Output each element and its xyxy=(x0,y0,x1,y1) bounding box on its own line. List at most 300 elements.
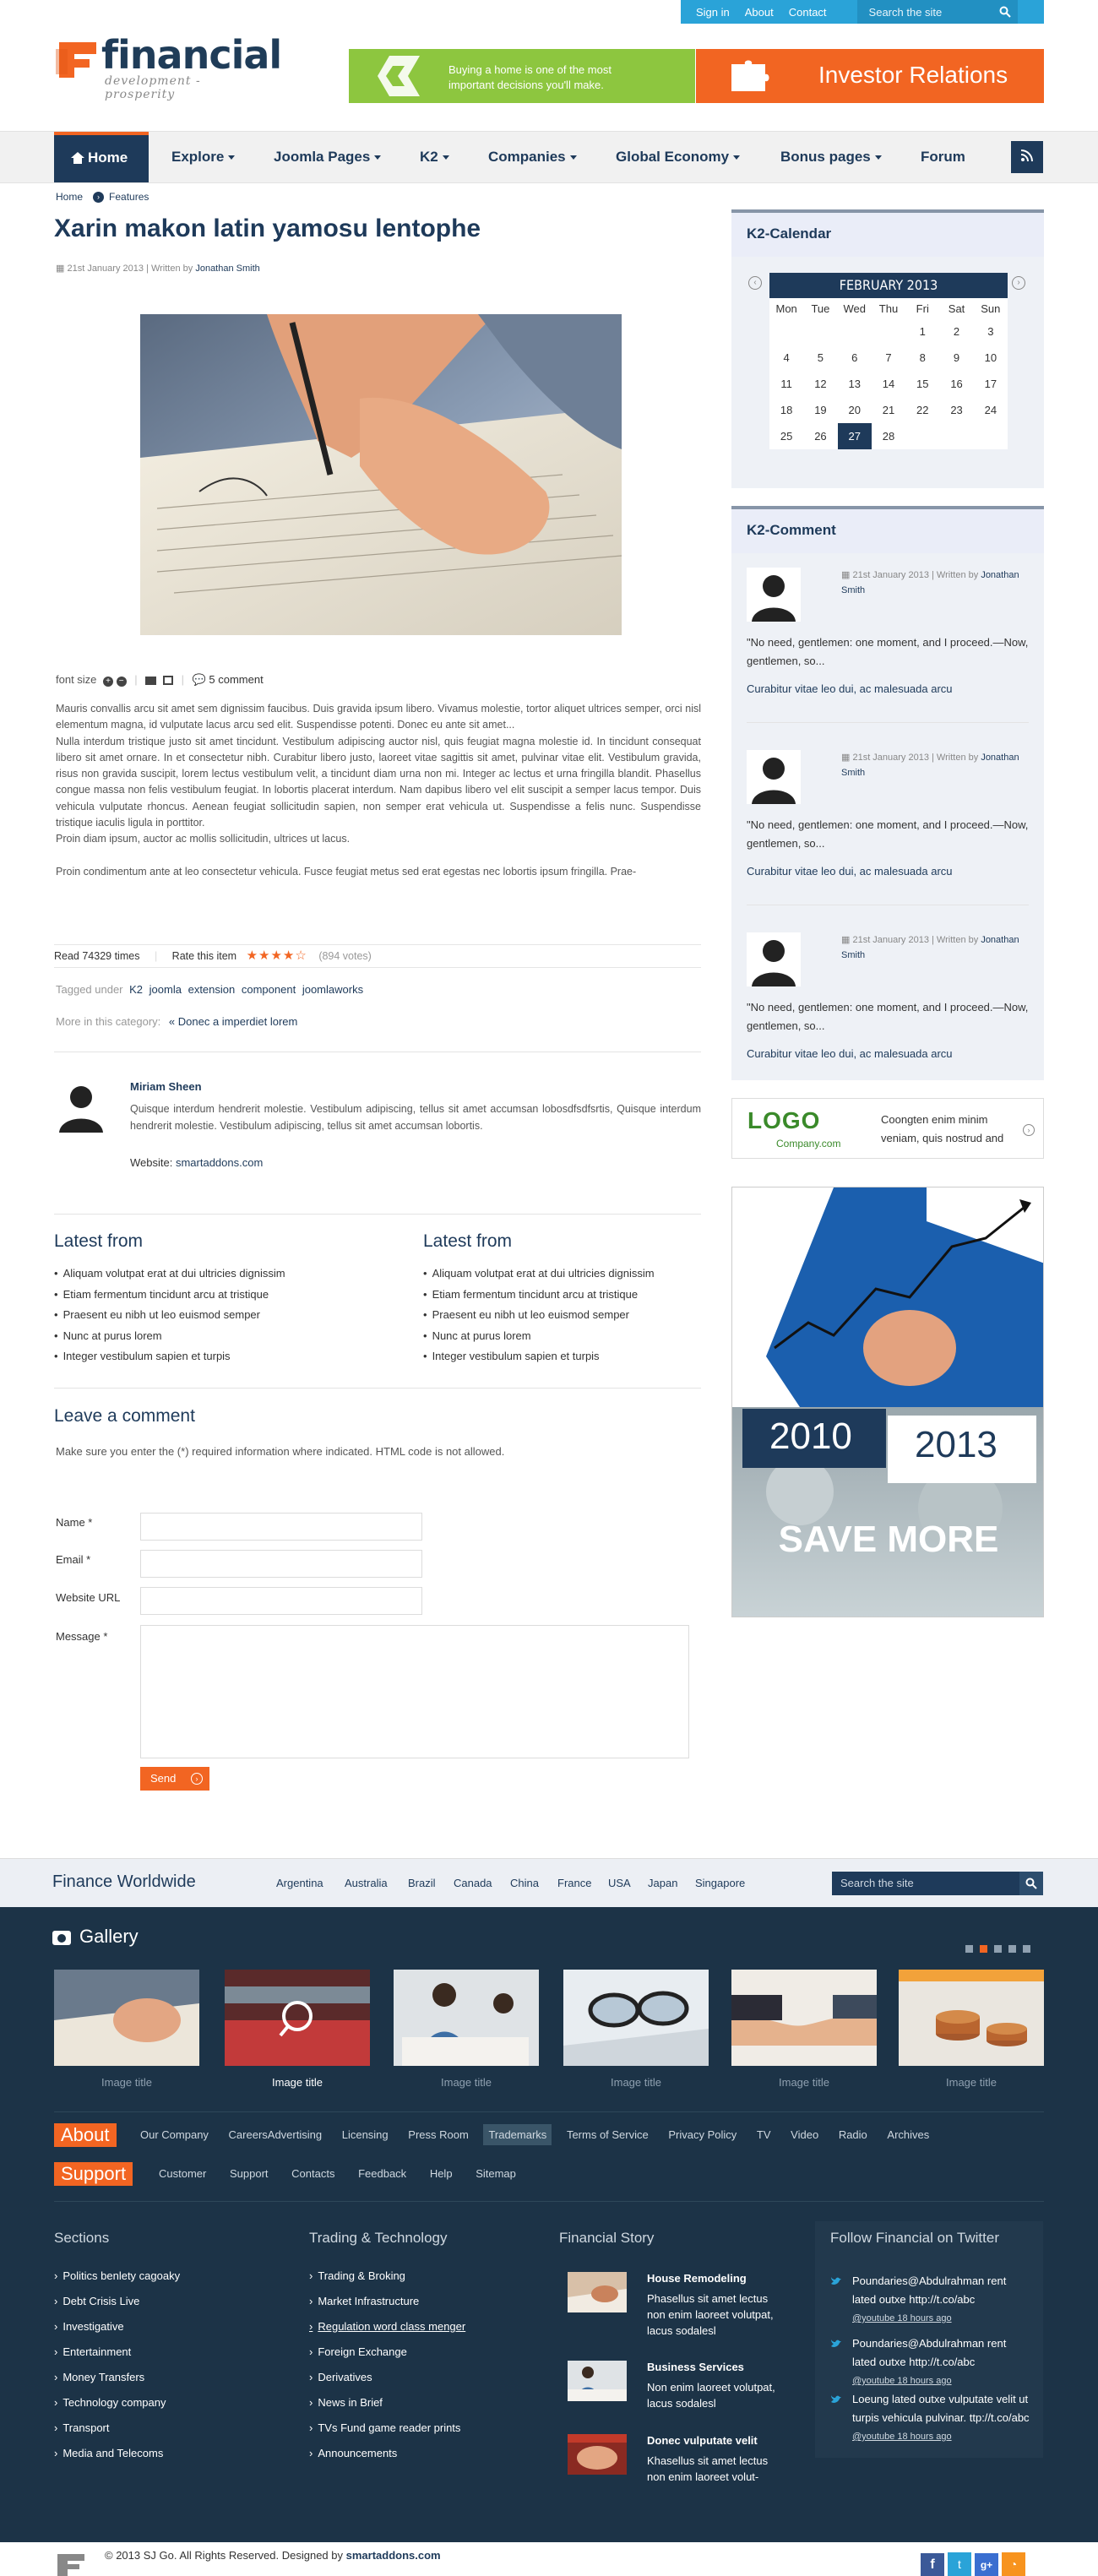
footer-link[interactable]: Contacts xyxy=(291,2167,335,2180)
latest-from-2 xyxy=(423,1231,744,1367)
copyright-bar xyxy=(0,2542,1098,2576)
nav-label: Forum xyxy=(921,149,965,165)
email-input[interactable] xyxy=(140,1550,422,1578)
footer-link[interactable]: Press Room xyxy=(408,2128,469,2141)
calendar-day xyxy=(872,318,905,345)
gallery-caption: Image title xyxy=(779,2076,829,2089)
company-text: Coongten enim minim veniam, quis nostrud and xyxy=(881,1113,1004,1144)
calendar-day[interactable]: 19 xyxy=(814,404,827,416)
message-label: Message * xyxy=(56,1630,108,1643)
footer-list-link[interactable]: › Trading & Broking xyxy=(309,2264,465,2289)
gallery-thumb[interactable] xyxy=(563,1970,709,2066)
calendar-day xyxy=(769,318,803,345)
divider xyxy=(54,1388,701,1389)
puzzle-icon xyxy=(726,56,777,96)
calendar-grid xyxy=(769,298,1008,449)
calendar-day-header: Fri xyxy=(916,302,929,315)
calendar-day-header: Wed xyxy=(843,302,866,315)
calendar-day[interactable]: 14 xyxy=(882,378,895,390)
trading-column xyxy=(309,2230,465,2466)
footer-list-link[interactable]: › Regulation word class menger xyxy=(309,2314,465,2340)
rating-stars[interactable]: ★★★★☆ xyxy=(246,948,307,963)
nav-companies[interactable] xyxy=(488,132,577,182)
pager-dot[interactable] xyxy=(1023,1945,1030,1953)
gallery-caption: Image title xyxy=(611,2076,661,2089)
search-icon xyxy=(1025,1878,1037,1889)
avatar xyxy=(747,932,801,986)
footer-list-link[interactable]: › Foreign Exchange xyxy=(309,2340,465,2365)
country-link[interactable]: Australia xyxy=(345,1877,388,1889)
author-name[interactable]: Miriam Sheen xyxy=(130,1080,202,1093)
tweet-text: Loeung lated outxe vulputate velit ut turpis vehicula pulvinar. ttp://t.co/abc xyxy=(852,2393,1030,2424)
story-text: Non enim laoreet volutpat, lacus sodalesl xyxy=(647,2381,775,2410)
company-logo-box[interactable] xyxy=(731,1098,1044,1159)
copyright-text: © 2013 SJ Go. All Rights Reserved. Designed by xyxy=(105,2549,344,2562)
footer-list-link[interactable]: › Entertainment xyxy=(54,2340,180,2365)
latest-item[interactable]: • Praesent eu nibh ut leo euismod semper xyxy=(54,1305,375,1326)
latest-item[interactable]: • Aliquam volutpat erat at dui ultricies dignissim xyxy=(423,1264,744,1285)
country-link[interactable]: Canada xyxy=(454,1877,492,1889)
comment-author[interactable]: Jonathan Smith xyxy=(841,753,1019,778)
home-buying-banner[interactable] xyxy=(349,49,695,103)
comment-author[interactable]: Jonathan Smith xyxy=(841,935,1019,960)
calendar-day[interactable]: 9 xyxy=(953,351,960,364)
calendar-day[interactable]: 7 xyxy=(885,351,892,364)
contact-link[interactable]: Contact xyxy=(788,5,827,19)
rate-label: Rate this item xyxy=(171,950,237,962)
calendar-day-header: Mon xyxy=(775,302,797,315)
calendar-day[interactable]: 10 xyxy=(984,351,997,364)
ad-cta: SAVE MORE xyxy=(778,1519,999,1560)
green-logo-icon xyxy=(374,51,425,101)
calendar-day[interactable]: 24 xyxy=(984,404,997,416)
footer-list-link[interactable]: › Derivatives xyxy=(309,2365,465,2390)
comment-quote: "No need, gentlemen: one moment, and I proceed.—Now, gentlemen, so... xyxy=(747,818,1029,850)
latest-title: Latest from xyxy=(423,1231,513,1251)
gallery-thumb[interactable] xyxy=(731,1970,877,2066)
footer-link[interactable]: TV xyxy=(756,2128,771,2141)
twitter-bird-icon xyxy=(830,2394,842,2405)
calendar-today[interactable]: 27 xyxy=(838,423,872,449)
designer-link[interactable]: smartaddons.com xyxy=(345,2549,441,2562)
name-input[interactable] xyxy=(140,1513,422,1541)
banner-text: Buying a home is one of the most important decisions you'll make. xyxy=(448,63,612,91)
story-thumb xyxy=(568,2361,627,2401)
twitter-box xyxy=(815,2221,1043,2458)
footer-link[interactable]: Radio xyxy=(838,2128,867,2141)
tweet xyxy=(830,2272,1033,2328)
article-title: Xarin makon latin yamosu lentophe xyxy=(54,215,481,242)
story-thumb xyxy=(568,2272,627,2312)
tweet-user[interactable]: @youtube 18 hours ago xyxy=(852,2432,952,2442)
calendar-day[interactable]: 22 xyxy=(916,404,929,416)
story-thumb xyxy=(568,2434,627,2475)
footer-topbar xyxy=(0,1858,1098,1907)
google-plus-icon[interactable]: g+ xyxy=(975,2553,998,2576)
footer-list-link[interactable]: › Technology company xyxy=(54,2390,180,2416)
nav-k2[interactable] xyxy=(420,132,449,182)
social-icons xyxy=(921,2552,1025,2576)
about-links xyxy=(140,2128,929,2141)
calendar-day[interactable]: 4 xyxy=(783,351,790,364)
calendar-day[interactable]: 8 xyxy=(919,351,926,364)
ad-year-1: 2010 xyxy=(769,1416,852,1457)
comment-quote: "No need, gentlemen: one moment, and I proceed.—Now, gentlemen, so... xyxy=(747,636,1029,667)
nav-label: Bonus pages xyxy=(780,149,871,165)
rating-bar: Read 74329 times | Rate this item ★★★★☆ (894 votes) xyxy=(54,944,701,968)
calendar-day[interactable]: 17 xyxy=(984,378,997,390)
footer-link[interactable]: CareersAdvertising xyxy=(228,2128,323,2141)
footer-list-link[interactable]: › Announcements xyxy=(309,2441,465,2466)
banner-text: Investor Relations xyxy=(818,62,1008,88)
calendar xyxy=(769,273,1008,449)
logo-name: financial xyxy=(101,32,282,78)
top-utility-bar xyxy=(681,0,1044,24)
calendar-day[interactable]: 6 xyxy=(851,351,858,364)
calendar-day[interactable]: 28 xyxy=(882,430,895,443)
footer-title: Finance Worldwide xyxy=(52,1872,196,1891)
website-input[interactable] xyxy=(140,1587,422,1615)
chevron-down-icon xyxy=(228,155,235,160)
chevron-right-icon: › xyxy=(93,192,104,203)
pager-dot[interactable] xyxy=(994,1945,1002,1953)
latest-from-1 xyxy=(54,1231,375,1367)
pager-dot[interactable] xyxy=(1008,1945,1016,1953)
calendar-day[interactable]: 12 xyxy=(814,378,827,390)
next-month-icon[interactable]: › xyxy=(1012,276,1025,290)
footer-list-link[interactable]: › TVs Fund game reader prints xyxy=(309,2416,465,2441)
about-link[interactable]: About xyxy=(744,5,774,19)
logo-mark-icon xyxy=(56,37,100,81)
tags-line xyxy=(56,983,363,996)
sign-in-link[interactable]: Sign in xyxy=(696,5,730,19)
country-link[interactable]: Brazil xyxy=(408,1877,436,1889)
top-search-input[interactable] xyxy=(857,0,1018,24)
print-icon[interactable] xyxy=(163,676,173,685)
rss-icon xyxy=(1021,149,1033,161)
email-icon[interactable] xyxy=(145,677,156,685)
twitter-bird-icon xyxy=(830,2275,842,2287)
support-links xyxy=(159,2167,516,2180)
footer-list-link[interactable]: › Market Infrastructure xyxy=(309,2289,465,2314)
gallery-thumb[interactable] xyxy=(899,1970,1044,2066)
avatar xyxy=(747,568,801,622)
story-column xyxy=(559,2230,654,2264)
pager-dot-active[interactable] xyxy=(980,1945,987,1953)
font-size-label: font size xyxy=(56,673,97,686)
avatar xyxy=(747,750,801,804)
gallery-thumb[interactable] xyxy=(225,1970,370,2066)
column-title: Sections xyxy=(54,2230,110,2246)
votes-count: (894 votes) xyxy=(318,950,372,962)
footer-list-link[interactable]: › News in Brief xyxy=(309,2390,465,2416)
tagged-label: Tagged under xyxy=(56,983,123,996)
story-title[interactable]: House Remodeling xyxy=(647,2272,747,2285)
avatar xyxy=(54,1079,108,1133)
footer-list-link[interactable]: › Politics benlety cagoaky xyxy=(54,2264,180,2289)
tweet-user[interactable]: @youtube 18 hours ago xyxy=(852,2313,952,2323)
calendar-day xyxy=(838,318,872,345)
divider xyxy=(54,2111,1044,2112)
read-count: Read 74329 times xyxy=(54,950,140,962)
footer-list-link[interactable]: › Transport xyxy=(54,2416,180,2441)
font-decrease-icon[interactable]: − xyxy=(117,677,127,687)
nav-label: Explore xyxy=(171,149,225,165)
author-website xyxy=(130,1156,263,1169)
footer-link[interactable]: Privacy Policy xyxy=(668,2128,737,2141)
gallery-thumb[interactable] xyxy=(394,1970,539,2066)
calendar-day[interactable]: 15 xyxy=(916,378,929,390)
calendar-day[interactable]: 25 xyxy=(780,430,793,443)
calendar-day[interactable]: 18 xyxy=(780,404,793,416)
tag-link[interactable]: component xyxy=(241,983,296,996)
footer-search-input[interactable] xyxy=(832,1872,1043,1895)
main-navigation xyxy=(0,131,1098,183)
calendar-day xyxy=(803,318,837,345)
footer-link[interactable]: Help xyxy=(429,2167,453,2180)
comment-link[interactable]: Curabitur vitae leo dui, ac malesuada arcu xyxy=(747,682,953,695)
comments-link[interactable]: 5 comment xyxy=(209,673,264,686)
nav-label: Companies xyxy=(488,149,566,165)
country-link[interactable]: China xyxy=(510,1877,539,1889)
font-increase-icon[interactable]: + xyxy=(103,677,113,687)
story-title[interactable]: Donec vulputate velit xyxy=(647,2434,758,2447)
website-label: Website: xyxy=(130,1156,173,1169)
calendar-day xyxy=(939,423,973,449)
comment-meta: ▦ 21st January 2013 | Written by Jonathan Smith xyxy=(841,935,1019,960)
arrow-right-icon: › xyxy=(191,1773,203,1785)
footer-link[interactable]: Sitemap xyxy=(476,2167,516,2180)
gallery-thumb[interactable] xyxy=(54,1970,199,2066)
article-author[interactable]: Jonathan Smith xyxy=(195,264,260,274)
send-button[interactable] xyxy=(140,1767,209,1791)
company-logo: LOGO xyxy=(747,1107,821,1133)
article-toolbar: font size + − | | 💬 5 comment xyxy=(56,673,264,686)
calendar-day[interactable]: 23 xyxy=(950,404,963,416)
country-link[interactable]: Argentina xyxy=(276,1877,323,1889)
gallery-caption: Image title xyxy=(272,2076,323,2089)
footer-list-link[interactable]: › Investigative xyxy=(54,2314,180,2340)
message-textarea[interactable] xyxy=(140,1625,689,1758)
email-label: Email * xyxy=(56,1553,91,1566)
breadcrumb xyxy=(56,191,149,203)
investor-relations-banner[interactable] xyxy=(696,49,1044,103)
author-description: Quisque interdum hendrerit molestie. Vestibulum adipiscing, tellus sit amet accumsan lobosdfsdfsrtis, Quisque interdum hendrerit molestie. Vestibulum adipiscing, tellus sit amet accumsan lobortis. xyxy=(130,1103,701,1132)
chevron-down-icon xyxy=(443,155,449,160)
module-title: K2-Calendar xyxy=(731,213,1044,257)
breadcrumb-current: Features xyxy=(109,191,149,203)
site-logo[interactable] xyxy=(52,30,282,101)
article-date: 21st January 2013 | Written by xyxy=(67,264,193,274)
tweet-text: Poundaries@Abdulrahman rent lated outxe http://t.co/abc xyxy=(852,2274,1007,2306)
calendar-day[interactable]: 21 xyxy=(882,404,895,416)
tweet-user[interactable]: @youtube 18 hours ago xyxy=(852,2376,952,2386)
article-body xyxy=(56,701,701,880)
calendar-day-header: Tue xyxy=(811,302,830,315)
name-label: Name * xyxy=(56,1516,93,1529)
article-image xyxy=(140,314,622,635)
tag-link[interactable]: joomlaworks xyxy=(302,983,364,996)
search-placeholder: Search the site xyxy=(840,1877,914,1889)
pager-dot[interactable] xyxy=(965,1945,973,1953)
nav-explore[interactable] xyxy=(171,132,235,182)
calendar-day[interactable]: 11 xyxy=(780,378,792,390)
tag-link[interactable]: K2 xyxy=(129,983,144,996)
calendar-day[interactable]: 26 xyxy=(814,430,827,443)
footer-link[interactable]: Our Company xyxy=(140,2128,209,2141)
calendar-day-header: Thu xyxy=(878,302,899,315)
comment-author[interactable]: Jonathan Smith xyxy=(841,570,1019,595)
breadcrumb-home[interactable]: Home xyxy=(56,191,84,203)
article-paragraph: Nulla interdum tristique justo sit amet tincidunt. Vestibulum adipiscing auctor nisl, quis feugiat magna molestie id. In tincidunt consequat libero sit amet ornare. In et consectetur nibh. Curabitur libero justo, laoreet vitae sagittis sit amet, pulvinar vitae elit. Vestibulum gravida, risus non gravida suscipit, lorem lectus vestibulum velit, a tincidunt diam urna non mi. Integer ac lectus et urna fringilla blandit. Phasellus congue massa non felis vestibulum feugiat. In lobortis placerat interdum. Nam dapibus libero vel elit suscipit a semper lacus tempor. Duis vehicula vulputate rhoncus. Aenean feugiat sollicitudin sapien, non semper erat vehicula ut. Suspendisse a felis nunc. Suspendisse tristique iaculis ligula in porttitor. xyxy=(56,735,701,829)
prev-month-icon[interactable]: ‹ xyxy=(748,276,762,290)
twitter-icon[interactable]: t xyxy=(948,2552,971,2576)
nav-home-label: Home xyxy=(88,149,128,166)
gallery-title: Gallery xyxy=(79,1926,139,1947)
footer-link[interactable]: Licensing xyxy=(341,2128,389,2141)
gallery-caption: Image title xyxy=(101,2076,152,2089)
country-link[interactable]: Japan xyxy=(648,1877,678,1889)
ad-year-2: 2013 xyxy=(915,1424,997,1465)
calendar-month: FEBRUARY 2013 xyxy=(769,273,1008,298)
chevron-down-icon xyxy=(570,155,577,160)
column-title: Trading & Technology xyxy=(309,2230,448,2246)
send-label: Send xyxy=(150,1772,177,1785)
chevron-down-icon xyxy=(875,155,882,160)
arrow-right-icon[interactable]: › xyxy=(1023,1124,1035,1136)
footer-link-active[interactable]: Trademarks xyxy=(483,2124,552,2145)
comment-meta: ▦ 21st January 2013 | Written by Jonathan Smith xyxy=(841,570,1019,595)
calendar-day-header: Sat xyxy=(948,302,965,315)
column-title: Financial Story xyxy=(559,2230,655,2246)
footer-list-link[interactable]: › Debt Crisis Live xyxy=(54,2289,180,2314)
rss-button[interactable] xyxy=(1011,141,1043,173)
country-link[interactable]: USA xyxy=(608,1877,631,1889)
calendar-day[interactable]: 1 xyxy=(919,325,926,338)
story-title[interactable]: Business Services xyxy=(647,2361,744,2373)
calendar-icon: ▦ xyxy=(56,264,65,274)
nav-label: Global Economy xyxy=(616,149,730,165)
article-meta xyxy=(56,263,260,274)
more-label: More in this category: xyxy=(56,1015,161,1028)
latest-item[interactable]: • Praesent eu nibh ut leo euismod semper xyxy=(423,1305,744,1326)
comment-date: 21st January 2013 | Written by xyxy=(852,935,979,945)
more-in-category xyxy=(56,1015,297,1028)
footer-link[interactable]: Feedback xyxy=(358,2167,407,2180)
latest-item[interactable]: • Nunc at purus lorem xyxy=(54,1326,375,1347)
nav-forum[interactable] xyxy=(921,132,965,182)
article-paragraph: Mauris convallis arcu sit amet sem dignissim faucibus. Duis gravida ipsum libero. Vivamus molestie, tortor aliquet ultrices semper, orci nisl elementum magna, id vulputate lacus arcu sed elit. Suspendisse potenti. Donec eu ante sit amet... xyxy=(56,703,701,731)
comment-link[interactable]: Curabitur vitae leo dui, ac malesuada arcu xyxy=(747,865,953,878)
calendar-day[interactable]: 20 xyxy=(848,404,861,416)
nav-bonus-pages[interactable] xyxy=(780,132,882,182)
comment-quote: "No need, gentlemen: one moment, and I proceed.—Now, gentlemen, so... xyxy=(747,1001,1029,1032)
latest-item[interactable]: • Nunc at purus lorem xyxy=(423,1326,744,1347)
comment-link[interactable]: Curabitur vitae leo dui, ac malesuada arcu xyxy=(747,1047,953,1060)
footer-link[interactable]: Archives xyxy=(887,2128,930,2141)
search-button[interactable] xyxy=(1019,1872,1043,1895)
latest-item[interactable]: • Integer vestibulum sapien et turpis xyxy=(423,1346,744,1367)
more-category-link[interactable]: « Donec a imperdiet lorem xyxy=(168,1015,298,1028)
nav-global-economy[interactable] xyxy=(616,132,740,182)
article-paragraph: Proin condimentum ante at leo consectetur vehicula. Fusce feugiat metus sed erat egestas nec lobortis ipsum fringilla. Prae- xyxy=(56,865,637,878)
comment-meta: ▦ 21st January 2013 | Written by Jonathan Smith xyxy=(841,753,1019,778)
sections-column xyxy=(54,2230,180,2466)
latest-item[interactable]: • Aliquam volutpat erat at dui ultricies dignissim xyxy=(54,1264,375,1285)
gallery-caption: Image title xyxy=(946,2076,997,2089)
calendar-day[interactable]: 5 xyxy=(817,351,824,364)
tweet xyxy=(830,2334,1033,2390)
footer-link[interactable]: Video xyxy=(791,2128,819,2141)
calendar-day xyxy=(974,423,1008,449)
footer-link[interactable]: Customer xyxy=(159,2167,207,2180)
divider xyxy=(54,1214,701,1215)
twitter-title: Follow Financial on Twitter xyxy=(830,2230,999,2246)
gallery-pager xyxy=(959,1943,1030,1955)
tweet-text: Poundaries@Abdulrahman rent lated outxe http://t.co/abc xyxy=(852,2337,1007,2368)
tag-link[interactable]: extension xyxy=(188,983,236,996)
latest-item[interactable]: • Etiam fermentum tincidunt arcu at tristique xyxy=(423,1285,744,1306)
nav-label: K2 xyxy=(420,149,438,165)
story-text: Phasellus sit amet lectus non enim laoreet volutpat, lacus sodalesl xyxy=(647,2292,774,2337)
country-link[interactable]: Singapore xyxy=(695,1877,746,1889)
about-label: About xyxy=(54,2123,117,2147)
facebook-icon[interactable]: f xyxy=(921,2553,944,2576)
website-label: Website URL xyxy=(56,1591,121,1604)
footer-list-link[interactable]: › Money Transfers xyxy=(54,2365,180,2390)
gallery-caption: Image title xyxy=(441,2076,492,2089)
calendar-day[interactable]: 16 xyxy=(950,378,963,390)
search-placeholder: Search the site xyxy=(868,5,943,19)
article-paragraph: Proin diam ipsum, auctor ac mollis sollicitudin, ultrices ut lacus. xyxy=(56,833,351,845)
nav-joomla-pages[interactable] xyxy=(274,132,381,182)
comment-form-title: Leave a comment xyxy=(54,1406,195,1426)
footer-list-link[interactable]: › Media and Telecoms xyxy=(54,2441,180,2466)
divider xyxy=(747,722,1029,723)
footer-link[interactable]: Support xyxy=(229,2167,269,2180)
story-text: Khasellus sit amet lectus non enim laoreet volut- xyxy=(647,2454,769,2483)
calendar-day xyxy=(905,423,939,449)
calendar-day[interactable]: 2 xyxy=(953,325,960,338)
save-more-ad[interactable] xyxy=(731,1187,1044,1617)
tweet xyxy=(830,2390,1033,2446)
nav-home[interactable] xyxy=(54,132,149,182)
website-link[interactable]: smartaddons.com xyxy=(175,1156,264,1169)
comment-date: 21st January 2013 | Written by xyxy=(852,570,979,580)
support-label: Support xyxy=(54,2162,133,2186)
rss-icon[interactable]: ◔ xyxy=(1002,2552,1025,2576)
gallery-heading xyxy=(52,1926,139,1948)
comments-icon: 💬 xyxy=(192,673,206,686)
calendar-day[interactable]: 3 xyxy=(987,325,994,338)
latest-title: Latest from xyxy=(54,1231,144,1251)
latest-item[interactable]: • Etiam fermentum tincidunt arcu at tristique xyxy=(54,1285,375,1306)
home-icon xyxy=(71,152,84,164)
country-link[interactable]: France xyxy=(557,1877,592,1889)
camera-icon xyxy=(52,1931,71,1945)
search-icon[interactable] xyxy=(999,6,1011,18)
footer-link[interactable]: Terms of Service xyxy=(566,2128,649,2141)
calendar-day-header: Sun xyxy=(981,302,1001,315)
module-title: K2-Comment xyxy=(731,509,1044,553)
calendar-day[interactable]: 13 xyxy=(848,378,861,390)
chevron-down-icon xyxy=(374,155,381,160)
tag-link[interactable]: joomla xyxy=(149,983,182,996)
footer-logo-icon xyxy=(54,2554,88,2576)
comment-form-note: Make sure you enter the (*) required information where indicated. HTML code is not allowed. xyxy=(56,1445,505,1458)
logo-tagline: development - prosperity xyxy=(105,74,201,101)
latest-item[interactable]: • Integer vestibulum sapien et turpis xyxy=(54,1346,375,1367)
